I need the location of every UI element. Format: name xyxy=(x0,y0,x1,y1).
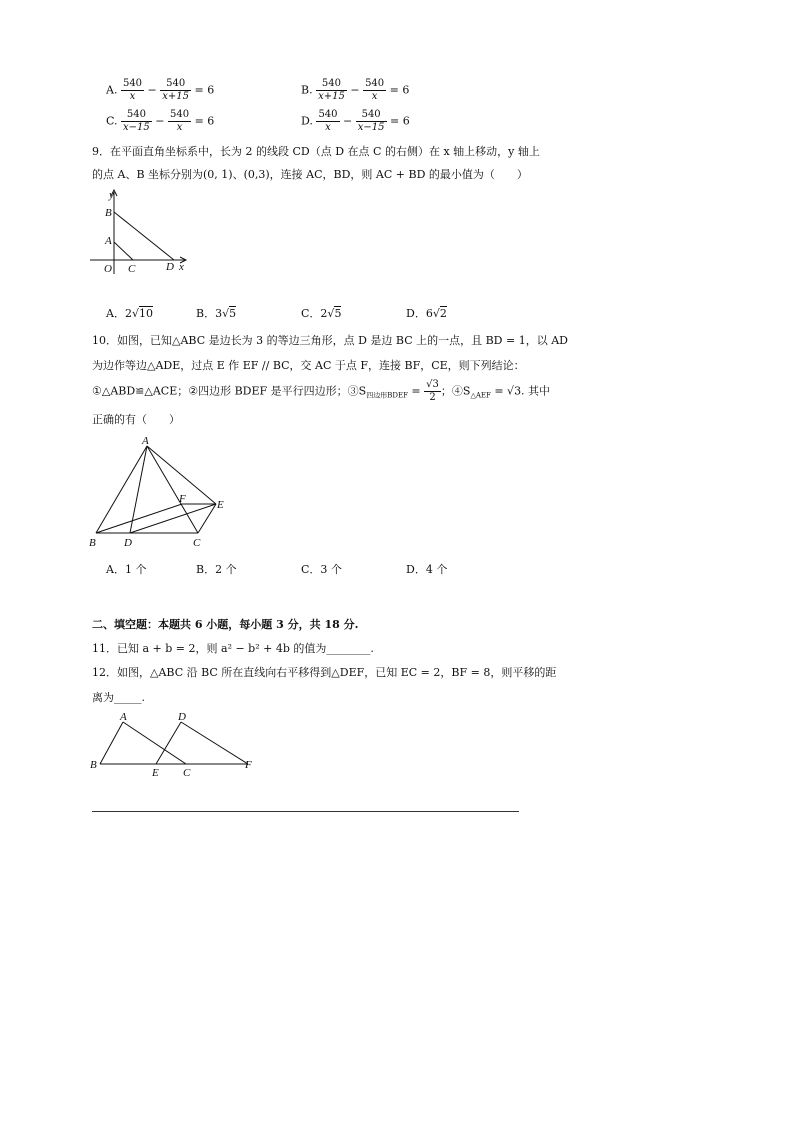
label-e: E xyxy=(152,767,159,779)
q8-option-c[interactable] xyxy=(106,109,214,134)
equation-rhs: = 6 xyxy=(390,114,410,128)
option-label: A. xyxy=(106,83,118,97)
option-label: D. xyxy=(301,114,313,128)
radicand: 2 xyxy=(439,307,447,320)
option-label: A． xyxy=(106,307,125,320)
fraction: $\frac{540}{x}$ xyxy=(365,78,385,102)
coefficient: 2 xyxy=(320,307,328,320)
coefficient: 6 xyxy=(425,307,433,320)
minus-sign: − xyxy=(147,83,157,97)
label-b: B xyxy=(89,537,96,549)
q12-text-line2: 离为_____. xyxy=(92,691,145,704)
q9-option-d[interactable] xyxy=(406,305,447,321)
q10-text-line4: 正确的有（ ） xyxy=(92,413,180,426)
equation-rhs: = 6 xyxy=(389,83,410,97)
label-b: B xyxy=(90,759,97,771)
label-a: A xyxy=(105,235,112,247)
q10-option-b[interactable]: B．2 个 xyxy=(196,563,237,576)
q10-option-c[interactable]: C．3 个 xyxy=(301,563,342,576)
coefficient: 2 xyxy=(124,307,132,320)
q9-option-b[interactable] xyxy=(196,305,236,321)
label-b: B xyxy=(105,207,112,219)
section-heading: 二、填空题：本题共 6 小题，每小题 3 分，共 18 分. xyxy=(92,618,359,631)
subscript: △AEF xyxy=(470,391,491,400)
q12-figure xyxy=(86,708,266,780)
radicand: 5 xyxy=(229,307,237,320)
fraction: $\frac{540}{x}$ xyxy=(122,78,143,102)
divider-line xyxy=(92,811,519,812)
equals: = xyxy=(407,384,425,398)
minus-sign: − xyxy=(155,114,165,128)
q9-text-line2: 的点 A、B 坐标分别为(0, 1)、(0,3)，连接 AC，BD，则 AC + BD 的最小值为（ ） xyxy=(92,168,528,181)
q9-option-a[interactable] xyxy=(106,305,153,321)
fraction: $\frac{√3}{2}$ xyxy=(426,379,439,403)
subscript: 四边形BDEF xyxy=(366,391,408,400)
q8-option-d[interactable] xyxy=(301,109,410,134)
label-d: D xyxy=(124,537,132,549)
fraction: $\frac{540}{x+15}$ xyxy=(162,78,190,102)
option-label: C. xyxy=(106,114,118,128)
conclusion-text: ①△ABD≌△ACE；②四边形 BDEF 是平行四边形；③S xyxy=(92,384,367,398)
label-a: A xyxy=(142,435,149,447)
option-label: B. xyxy=(301,83,313,97)
label-f: F xyxy=(179,493,186,505)
q8-option-b[interactable] xyxy=(301,78,409,103)
label-d: D xyxy=(166,261,174,273)
label-c: C xyxy=(183,767,191,779)
fraction: $\frac{540}{x-15}$ xyxy=(357,109,385,133)
option-label: B． xyxy=(196,307,216,320)
q10-text-line1: 10．如图，已知△ABC 是边长为 3 的等边三角形，点 D 是边 BC 上的一点，且 BD = 1，以 AD xyxy=(92,334,568,347)
label-x: x xyxy=(179,261,184,273)
radicand: 10 xyxy=(138,307,153,320)
sqrt-icon: √ xyxy=(432,307,440,320)
conclusion-text: = √3. 其中 xyxy=(490,384,551,398)
label-e: E xyxy=(217,499,224,511)
label-y: y xyxy=(109,189,114,201)
equation-rhs: = 6 xyxy=(194,114,215,128)
conclusion-text: ；④S xyxy=(440,384,471,398)
q8-option-a[interactable] xyxy=(106,78,214,103)
q10-option-d[interactable]: D．4 个 xyxy=(406,563,448,576)
q9-text-line1: 9．在平面直角坐标系中，长为 2 的线段 CD（点 D 在点 C 的右侧）在 x 轴上移动，y 轴上 xyxy=(92,145,540,158)
fraction: $\frac{540}{x}$ xyxy=(318,109,338,133)
minus-sign: − xyxy=(343,114,353,128)
label-f: F xyxy=(245,759,252,771)
q10-figure xyxy=(86,432,236,552)
label-o: O xyxy=(104,263,112,275)
q12-text-line1: 12．如图，△ABC 沿 BC 所在直线向右平移得到△DEF，已知 EC = 2，BF = 8，则平移的距 xyxy=(92,666,557,679)
label-c: C xyxy=(193,537,201,549)
label-c: C xyxy=(128,263,136,275)
radicand: 5 xyxy=(334,307,342,320)
q10-text-line3 xyxy=(92,379,550,404)
fraction: $\frac{540}{x}$ xyxy=(170,109,190,133)
option-label: C． xyxy=(301,307,321,320)
q10-option-a[interactable]: A．1 个 xyxy=(106,563,147,576)
q9-option-c[interactable] xyxy=(301,305,341,321)
label-a: A xyxy=(120,711,127,723)
fraction: $\frac{540}{x-15}$ xyxy=(123,109,150,133)
equation-rhs: = 6 xyxy=(194,83,215,97)
sqrt-icon: √ xyxy=(131,307,139,320)
sqrt-icon: √ xyxy=(327,307,335,320)
label-d: D xyxy=(178,711,186,723)
fraction: $\frac{540}{x+15}$ xyxy=(318,78,345,102)
q9-figure xyxy=(88,186,198,278)
coefficient: 3 xyxy=(215,307,223,320)
minus-sign: − xyxy=(350,83,360,97)
q10-text-line2: 为边作等边△ADE，过点 E 作 EF // BC，交 AC 于点 F，连接 BF，CE，则下列结论： xyxy=(92,359,525,372)
option-label: D． xyxy=(406,307,426,320)
q11-text: 11．已知 a + b = 2，则 a² − b² + 4b 的值为________. xyxy=(92,642,374,655)
sqrt-icon: √ xyxy=(222,307,230,320)
